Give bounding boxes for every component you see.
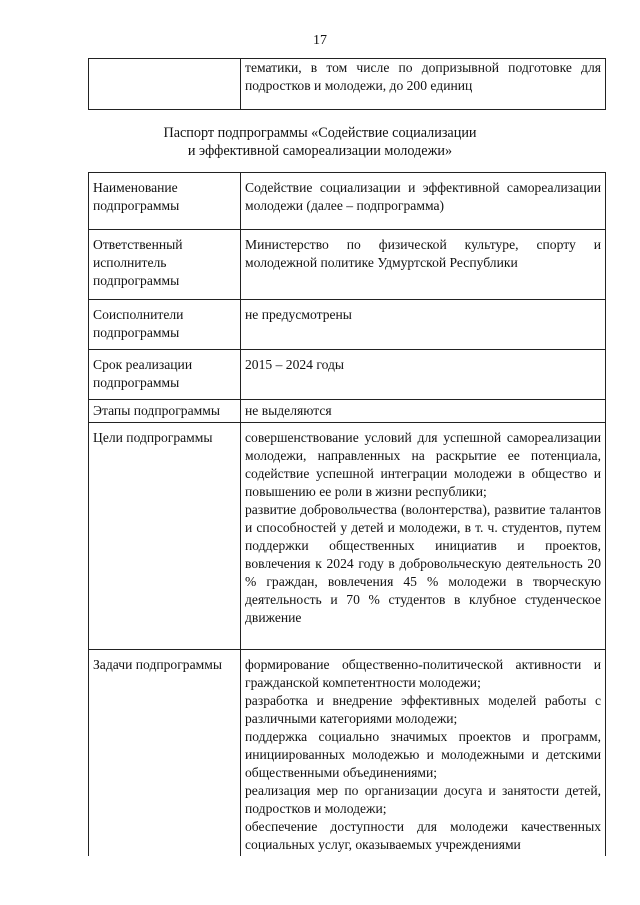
goal-item: совершенствование условий для успешной самореализации молодежи, направленных на раскрытие ее потенциала, содействие успешной интеграции молодежи в общество и повышению ее роли в жизни республики; [245, 430, 601, 499]
task-item: формирование общественно-политической активности и гражданской компетентности молодежи; [245, 657, 601, 690]
table-row-name [89, 173, 606, 230]
section-title-line-2: и эффективной самореализации молодежи» [187, 143, 453, 159]
section-title-line-1: Паспорт подпрограммы «Содействие социализации [163, 125, 477, 141]
value-tasks [241, 650, 606, 857]
label-goals: Цели подпрограммы [89, 423, 241, 650]
task-item: обеспечение доступности для молодежи качественных социальных услуг, оказываемых учреждениями [245, 819, 601, 852]
table-row-coexecutors [89, 300, 606, 350]
continued-table [88, 58, 606, 110]
table-row-goals [89, 423, 606, 650]
value-stages: не выделяются [241, 400, 606, 423]
label-name: Наименование подпрограммы [89, 173, 241, 230]
table-cell-right: тематики, в том числе по допризывной подготовке для подростков и молодежи, до 200 единиц [241, 59, 606, 110]
label-coexecutors: Соисполнители подпрограммы [89, 300, 241, 350]
label-executor: Ответственный исполнитель подпрограммы [89, 230, 241, 300]
value-name: Содействие социализации и эффективной самореализации молодежи (далее – подпрограмма) [241, 173, 606, 230]
section-title [0, 124, 640, 160]
page-number: 17 [313, 33, 327, 48]
table-row-term [89, 350, 606, 400]
value-executor: Министерство по физической культуре, спорту и молодежной политике Удмуртской Республики [241, 230, 606, 300]
label-tasks: Задачи подпрограммы [89, 650, 241, 857]
value-goals [241, 423, 606, 650]
table-cell-left [89, 59, 241, 110]
table-row-stages [89, 400, 606, 423]
table-row [89, 59, 606, 110]
label-term: Срок реализации подпрограммы [89, 350, 241, 400]
value-coexecutors: не предусмотрены [241, 300, 606, 350]
task-item: реализация мер по организации досуга и занятости детей, подростков и молодежи; [245, 783, 601, 816]
task-item: поддержка социально значимых проектов и программ, инициированных молодежью и молодежными и детскими общественными объединениями; [245, 729, 601, 780]
passport-table [88, 172, 606, 857]
label-stages: Этапы подпрограммы [89, 400, 241, 423]
table-row-tasks [89, 650, 606, 857]
task-item: разработка и внедрение эффективных моделей работы с различными категориями молодежи; [245, 693, 601, 726]
goal-item: развитие добровольчества (волонтерства), развитие талантов и способностей у детей и молодежи, в т. ч. студентов, путем поддержки общественных инициатив и проектов, вовлечения к 2024 году в добровольческую деятельность 20 % граждан, вовлечения 45 % молодежи в творческую деятельность и 70 % студентов в клубное студенческое движение [245, 502, 601, 625]
table-row-executor [89, 230, 606, 300]
value-term: 2015 – 2024 годы [241, 350, 606, 400]
